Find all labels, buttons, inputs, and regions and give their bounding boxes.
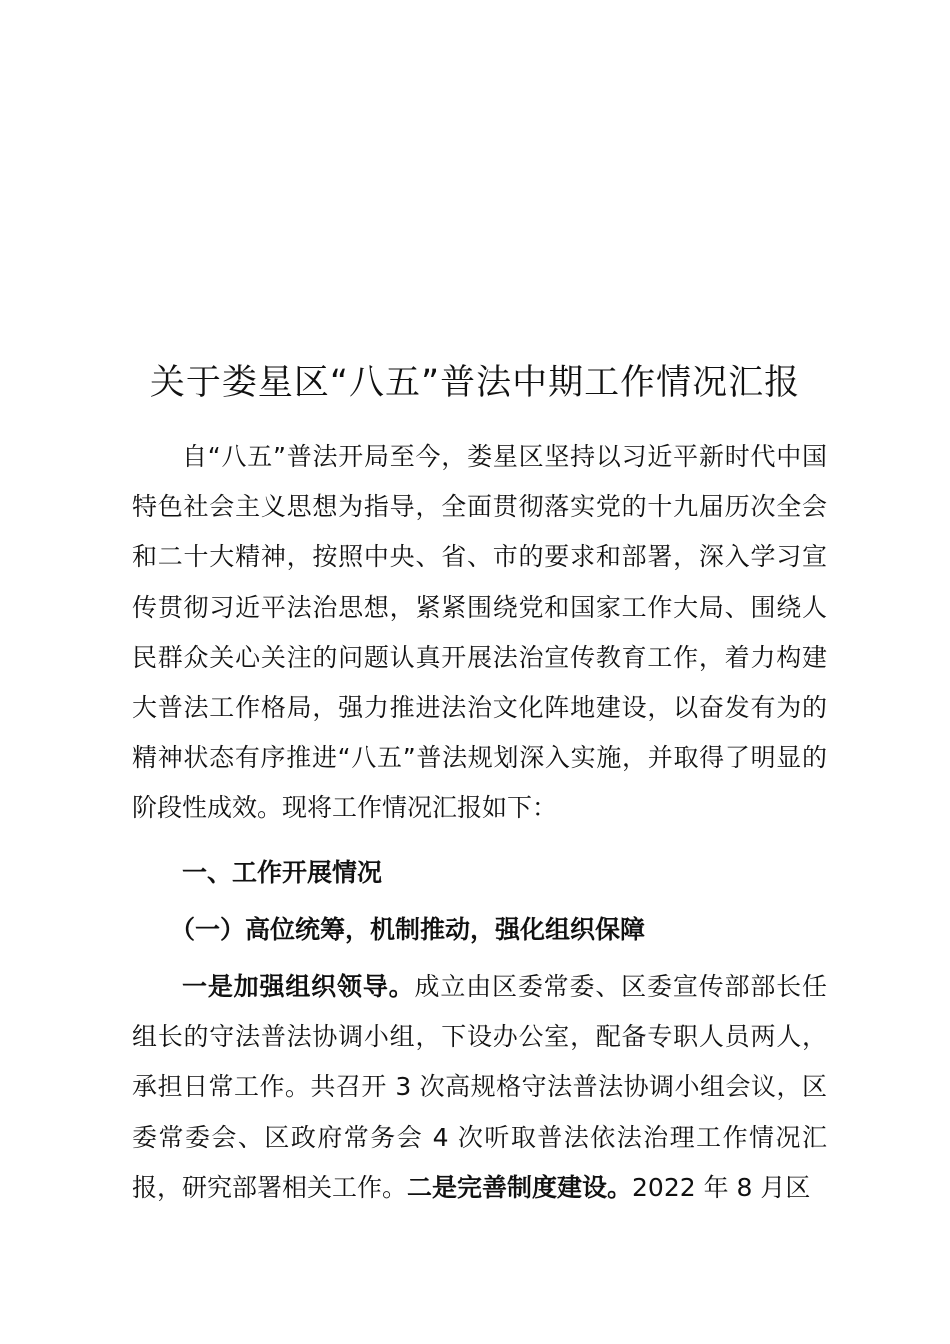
section-heading: 一、工作开展情况 [182, 857, 383, 887]
point-lead: 二是完善制度建设。 [407, 1172, 633, 1202]
point-text: 成立由区委常委、区委宣传部部长任组长的守法普法协调小组，下设办公室，配备专职人员两人，承担日常工作。共召开 3 次高规格守法普法协调小组会议，区委常委会、区政府常务会 4 次听取普法依法治理工作情况汇报，研究部署相关工作。 [132, 972, 827, 1202]
document-body [132, 432, 827, 1213]
point-text: 2022 年 8 月区 [632, 1172, 811, 1202]
point-lead: 一是加强组织领导。 [182, 972, 415, 1002]
document-title: 关于娄星区“八五”普法中期工作情况汇报 [149, 363, 801, 403]
subsection-heading: （一）高位统筹，机制推动，强化组织保障 [170, 914, 646, 944]
intro-paragraph: 自“八五”普法开局至今，娄星区坚持以习近平新时代中国特色社会主义思想为指导，全面贯彻落实党的十九届历次全会和二十大精神，按照中央、省、市的要求和部署，深入学习宣传贯彻习近平法治思想，紧紧围绕党和国家工作大局、围绕人民群众关心关注的问题认真开展法治宣传教育工作，着力构建大普法工作格局，强力推进法治文化阵地建设，以奋发有为的精神状态有序推进“八五”普法规划深入实施，并取得了明显的阶段性成效。现将工作情况汇报如下： [132, 442, 827, 823]
body-paragraph [132, 962, 827, 1213]
